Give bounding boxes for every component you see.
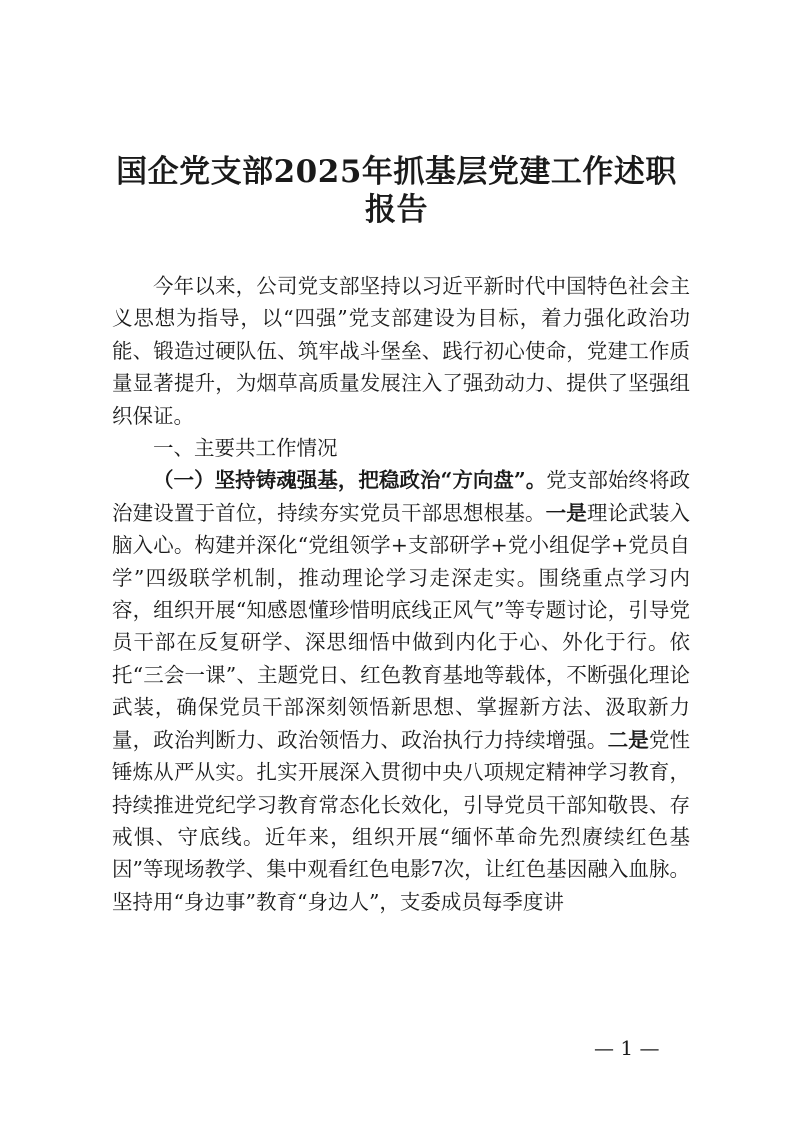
point-2-label: 二是 [607, 727, 649, 752]
subsection-text: 党支部始终将政治建设置于首位，持续夯实党员干部思想根基。 [112, 468, 690, 525]
page-number: — 1 — [594, 1036, 660, 1060]
point-1-label: 一是 [545, 500, 587, 525]
point-2-text: 党性锤炼从严从实。扎实开展深入贯彻中央八项规定精神学习教育，持续推进党纪学习教育常态化长效化，引导党员干部知敬畏、存戒惧、守底线。近年来，组织开展“缅怀革命先烈赓续红色基因”等现场教学、集中观看红色电影7次，让红色基因融入血脉。坚持用“身边事”教育“身边人”，支委成员每季度讲 [112, 727, 691, 914]
section-heading: 一、主要共工作情况 [153, 436, 338, 461]
document-title-line2: 报告 [365, 192, 428, 228]
document-body [112, 270, 690, 918]
point-1-text: 理论武装入脑入心。构建并深化“党组领学+支部研学+党小组促学+党员自学”四级联学机制，推动理论学习走深走实。围绕重点学习内容，组织开展“知感恩懂珍惜明底线正风气”等专题讨论，引导党员干部在反复研学、深思细悟中做到内化于心、外化于行。依托“三会一课”、主题党日、红色教育基地等载体，不断强化理论武装，确保党员干部深刻领悟新思想、掌握新方法、汲取新力量，政治判断力、政治领悟力、政治执行力持续增强。 [112, 500, 691, 752]
document-title-line1: 国企党支部2025年抓基层党建工作述职 [116, 154, 677, 190]
intro-paragraph: 今年以来，公司党支部坚持以习近平新时代中国特色社会主义思想为指导，以“四强”党支部建设为目标，着力强化政治功能、锻造过硬队伍、筑牢战斗堡垒、践行初心使命，党建工作质量显著提升，为烟草高质量发展注入了强劲动力、提供了坚强组织保证。 [112, 274, 690, 428]
subsection-heading: （一）坚持铸魂强基，把稳政治“方向盘”。 [153, 468, 547, 493]
subsection-paragraph [112, 464, 690, 918]
